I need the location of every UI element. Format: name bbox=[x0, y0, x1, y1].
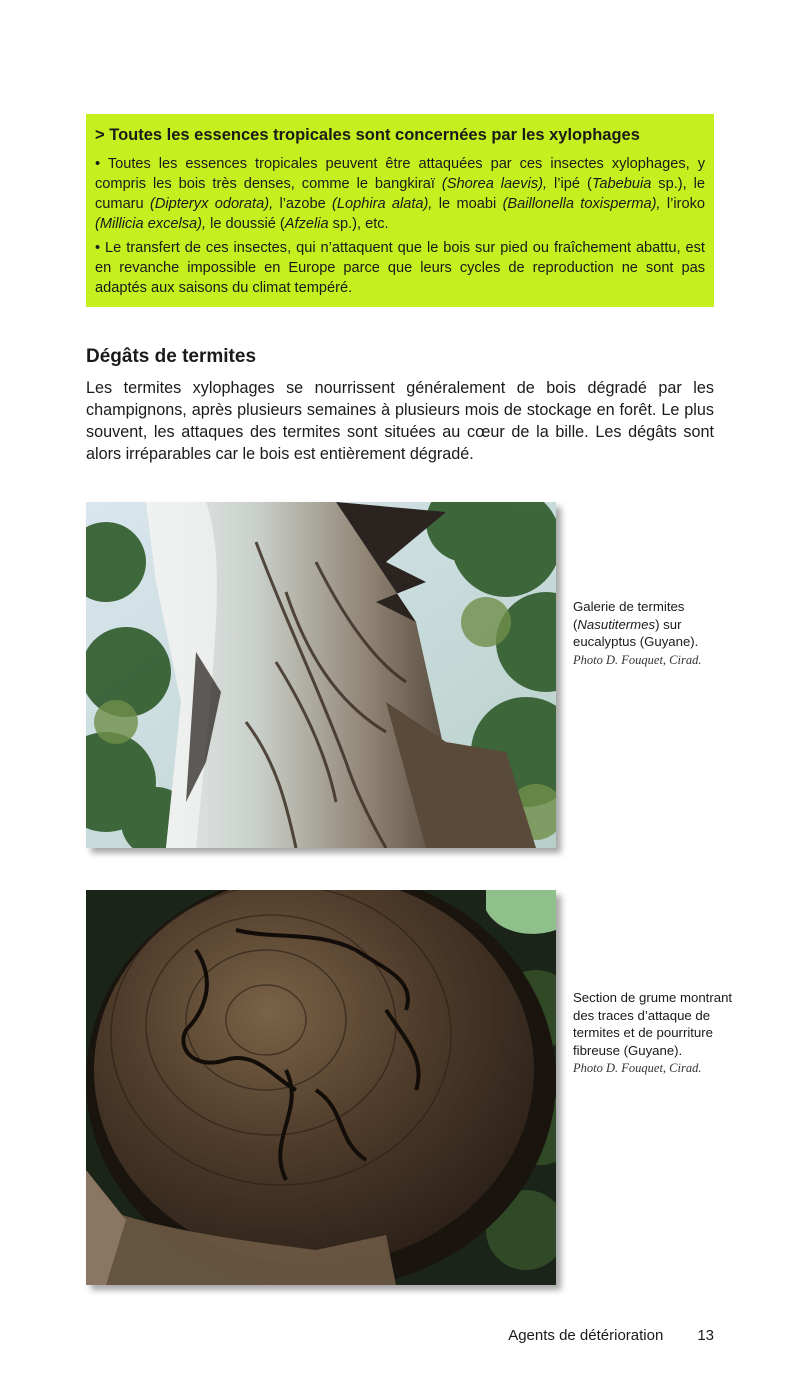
text-run: l’azobe bbox=[273, 196, 333, 212]
section-body: Les termites xylophages se nourrissent généralement de bois dégradé par les champignons, après plusieurs semaines à plusieurs mois de stockage en forêt. Le plus souvent, les attaques des termites sont situées au cœur de la bille. Les dégâts sont alors irréparables car le bois est entièrement dégradé. bbox=[86, 379, 714, 463]
text-run: ) sur eucalyptus (Guyane). bbox=[573, 616, 699, 649]
italic-run: (Shorea laevis), bbox=[441, 176, 548, 192]
photo-1-caption-text bbox=[573, 599, 698, 649]
callout-title: > Toutes les essences tropicales sont concernées par les xylophages bbox=[95, 126, 640, 144]
photo-2-caption bbox=[573, 989, 733, 1078]
italic-run: (Millicia excelsa), bbox=[95, 216, 207, 232]
italic-run: (Dipteryx odorata), bbox=[150, 196, 274, 212]
text-run: l’ipé ( bbox=[547, 176, 592, 192]
text-run: Galerie de termites ( bbox=[573, 599, 685, 632]
italic-run: (Lophira alata), bbox=[332, 196, 433, 212]
text-run: • Le transfert de ces insectes, qui n’attaquent que le bois sur pied ou fraîchement abattu, est en revanche impossible en Europe parce que leurs cycles de reproduction ne sont pas adaptés aux saisons du climat tempéré. bbox=[95, 240, 705, 296]
photo-1-credit: Photo D. Fouquet, Cirad. bbox=[573, 652, 702, 667]
page-footer bbox=[420, 1327, 714, 1344]
text-run: sp.), etc. bbox=[328, 216, 389, 232]
photo-1-caption bbox=[573, 598, 733, 669]
page-number: 13 bbox=[697, 1327, 714, 1344]
italic-run: (Baillonella toxisperma), bbox=[502, 196, 661, 212]
text-run: • Toutes les essences tropicales peuvent être attaquées par ces insectes xylophages, y compris les bois très denses, comme le bangkiraï bbox=[95, 156, 705, 192]
photo-2-caption-text bbox=[573, 990, 732, 1058]
termite-gallery-eucalyptus-photo bbox=[86, 502, 556, 848]
italic-run: Nasutitermes bbox=[577, 616, 656, 632]
section-title: Dégâts de termites bbox=[86, 346, 257, 367]
footer-section-name: Agents de détérioration bbox=[508, 1327, 664, 1344]
text-run: Section de grume montrant des traces d’attaque de termites et de pourriture fibreuse (Guyane). bbox=[573, 990, 733, 1058]
text-run: le doussié ( bbox=[206, 216, 285, 232]
italic-run: Afzelia bbox=[284, 216, 329, 232]
photo-2-credit: Photo D. Fouquet, Cirad. bbox=[573, 1061, 702, 1075]
callout-box bbox=[86, 114, 714, 307]
text-run: l’iroko bbox=[660, 196, 706, 212]
text-run: sp.), le cumaru bbox=[95, 176, 706, 212]
italic-run: Tabebuia bbox=[591, 176, 652, 192]
callout-paragraph-2 bbox=[95, 238, 705, 298]
log-section-photo bbox=[86, 890, 556, 1285]
text-run: le moabi bbox=[432, 196, 503, 212]
callout-paragraph-1 bbox=[95, 154, 705, 234]
